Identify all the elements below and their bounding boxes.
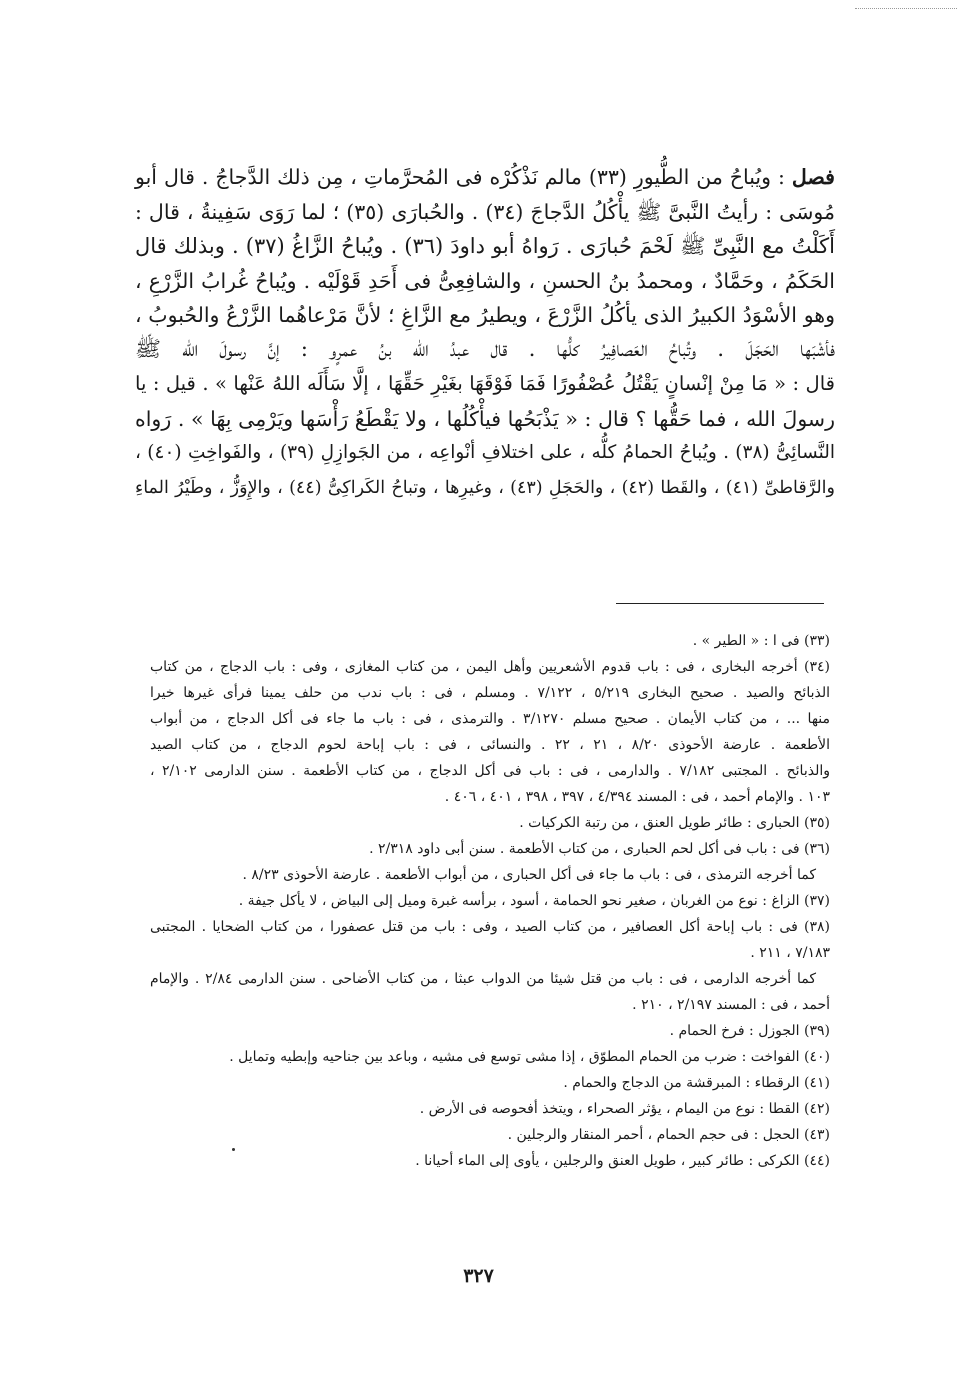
footnote-line: (٣٥) الحبارى : طائر طويل العنق ، من رتبة الكركيات . (519, 815, 830, 831)
main-text-line: مُوسَى : رأيتُ النَّبىَّ ﷺ يأْكُلُ الدَّجاجَ (٣٤) . والحُبارَى (٣٥) ؛ لما رَوَى سَفِينةُ ، قال : (135, 199, 835, 224)
footnote-line: ١٠٣ . والإمام أحمد ، فى : المسند ٤/٣٩٤ ، ٣٩٧ ، ٣٩٨ ، ٤٠١ ، ٤٠٦ . (444, 789, 830, 805)
section-heading-word: فصل (791, 165, 835, 189)
main-text-line-content: : ويُباحُ من الطُّيورِ (٣٣) مالم نَذْكُرْه فى المُحرَّماتِ ، مِن ذلك الدَّجاجُ . قال أبو (135, 165, 785, 189)
footnote-line: (٤٢) القطا : نوع من اليمام ، يؤثر الصحراء ، ويتخذ أفحوصه فى الأرض . (419, 1101, 830, 1117)
footnote-line: ٧/١٨٣ ، ٢١١ . (750, 945, 830, 961)
stray-dot-mark (232, 1148, 235, 1151)
footnote-line: (٣٩) الجوزل : فرخ الحمام . (669, 1023, 830, 1039)
footnotes-block (150, 628, 830, 1174)
main-text-block (135, 160, 835, 505)
main-text-line: وهو الأسْوَدُ الكبيرُ الذى يأكُلُ الزَّرْعَ ، ويطيرُ مع الزَّاغِ ؛ لأنَّ مَرْعاهُما الزَّرْعُ والحُبوبُ ، (135, 303, 835, 327)
main-text-line (135, 160, 835, 195)
main-text-line: قال : « مَا مِنْ إنْسانٍ يَقْتُلُ عُصْفُورًا فَمَا فَوْقَهَا بغَيْرِ حَقِّهَا ، إلَّا سَأَلَه اللهُ عَنْها » . قيل : يا (135, 372, 835, 395)
footnote-line: كما أخرجه الترمذى ، فى : باب ما جاء فى أكل الحبارى ، من أبواب الأطعمة . عارضة الأحوذى ٨/٢٣ . (242, 867, 816, 883)
main-text-line: فأشْبَها الحَجَلَ . وتُباحُ العَصافِيرُ كلُّها . قال عبدُ الله بنُ عمرٍو : إنَّ رسولَ الله ﷺ (135, 336, 835, 362)
footnote-line: الأطعمة . عارضة الأحوذى ٨/٢٠ ، ٢١ ، ٢٢ . والنسائى ، فى : باب إباحة لحوم الدجاج ، من كتاب الصيد (150, 737, 830, 753)
main-text-line: رسولَ الله ، فما حَقُّها ؟ قال : « يَذْبَحُها فيأْكُلُها ، ولا يَقْطَعُ رَأْسَها ويَرْمِى بِهَا » . رَواه (135, 406, 835, 431)
footnote-line: (٣٣) فى ا : « الطير » . (692, 633, 830, 649)
footnote-line: (٣٤) أخرجه البخارى ، فى : باب قدوم الأشعريين وأهل اليمن ، من كتاب المغازى ، وفى : باب الدجاج ، من كتاب (150, 659, 830, 675)
footnote-line: (٤٤) الكركى : طائر كبير ، طويل العنق والرجلين ، يأوى إلى الماء أحيانا . (415, 1153, 830, 1169)
footnote-line: الذبائح والصيد . صحيح البخارى ٥/٢١٩ ، ٧/١٢٢ . ومسلم ، فى : باب ندب من حلف يمينا فرأى غيرها خيرا (150, 685, 830, 701)
footnote-line: (٤٠) الفواخت : ضرب من الحمام المطوّق ، إذا مشى توسع فى مشيه ، وباعد بين جناحيه وإبطيه وتمايل . (229, 1049, 830, 1065)
footnote-line: (٤٣) الحجل : فى حجم الحمام ، أحمر المنقار والرجلين . (507, 1127, 830, 1143)
footnote-line: أحمد ، فى : المسند ٢/١٩٧ ، ٢١٠ . (632, 997, 830, 1013)
top-corner-rule (855, 8, 957, 9)
footnote-line: (٣٧) الزاغ : نوع من الغربان ، صغير نحو الحمامة ، أسود ، برأسه غبرة وميل إلى البياض ، لا يأكل جيفة . (238, 893, 830, 909)
main-text-line: النَّسائِىُّ (٣٨) . ويُباحُ الحمامُ كلُّه ، على اختلافِ أنْواعِه ، من الجَوازِلِ (٣٩) ، والفَواخِتِ (٤٠) ، (135, 442, 836, 463)
main-text-line: أَكَلْتُ مع النَّبِىِّ ﷺ لَحْمَ حُبارَى . رَواهُ أبو داودَ (٣٦) . ويُباحُ الزَّاغُ (٣٧) . وبذلك قال (135, 234, 836, 258)
footnote-line: والذبائح . المجتبى ٧/١٨٢ . والدارمى ، فى : باب فى أكل الدجاج ، من كتاب الأطعمة . سنن الدارمى ٢/١٠٢ ، (150, 763, 830, 779)
main-text-line: الحَكَمُ ، وحَمَّادٌ ، ومحمدُ بنُ الحسنِ ، والشافِعِىُّ فى أَحَدِ قَوْلَيْه . ويُباحُ غُرابُ الزَّرْعِ ، (135, 268, 835, 293)
footnote-line: (٤١) الرقطاء : المبرقشة من الدجاج والحمام . (563, 1075, 830, 1091)
main-text-line: والرَّقاطىِّ (٤١) ، والقَطا (٤٢) ، والحَجَلِ (٤٣) ، وغيرِها ، وتباحُ الكَراكِىُّ (٤٤) ، والإِوَزُّ ، وطَيْرُ الماءِ (135, 477, 835, 498)
footnote-line: منها ... ، من كتاب الأيمان . صحيح مسلم ٣/١٢٧٠ . والترمذى ، فى : باب ما جاء فى أكل الدجاج ، من أبواب (150, 711, 831, 727)
footnote-line: كما أخرجه الدارمى ، فى : باب من قتل شيئا من الدواب عبثا ، من كتاب الأضاحى . سنن الدارمى ٢/٨٤ . والإمام (150, 971, 816, 987)
page-number: ٣٢٧ (463, 1265, 494, 1287)
footnote-line: (٣٦) فى : باب فى أكل لحم الحبارى ، من كتاب الأطعمة . سنن أبى داود ٢/٣١٨ . (369, 841, 830, 857)
footnote-line: (٣٨) فى : باب إباحة أكل العصافير ، من كتاب الصيد ، وفى : باب من قتل عصفورا ، من كتاب الضحايا . المجتبى (150, 919, 830, 935)
footnote-separator (616, 603, 824, 604)
